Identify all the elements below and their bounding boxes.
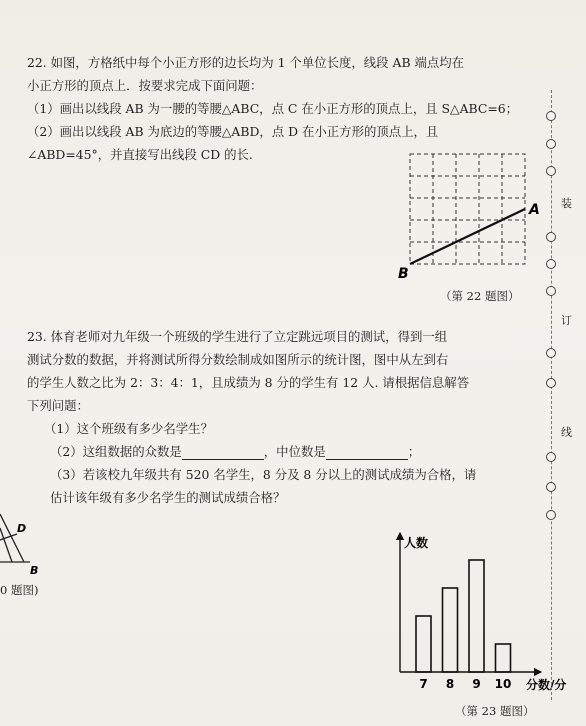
q23-part3-line1: （3）若该校九年级共有 520 名学生，8 分及 8 分以上的测试成绩为合格，请 bbox=[50, 467, 477, 482]
q23-part1: （1）这个班级有多少名学生？ bbox=[44, 421, 213, 436]
q23-intro-line2: 测试分数的数据，并将测试所得分数绘制成如图所示的统计图，图中从左到右 bbox=[27, 352, 449, 367]
segment-ab bbox=[410, 209, 525, 264]
left-fragment-figure bbox=[0, 508, 45, 578]
q22-part2-line1: （2）画出以线段 AB 为底边的等腰△ABD，点 D 在小正方形的顶点上，且 bbox=[27, 124, 439, 139]
q23-intro-line4: 下列问题： bbox=[27, 398, 89, 413]
binding-char-ding: 订 bbox=[561, 314, 572, 327]
binding-hole bbox=[546, 232, 556, 242]
q23-bar-chart bbox=[388, 530, 578, 695]
q23-part2-c: ； bbox=[407, 444, 421, 459]
x-tick-label-9: 9 bbox=[472, 677, 481, 691]
mode-answer-blank[interactable] bbox=[182, 447, 264, 460]
q22-grid-lines bbox=[410, 154, 525, 264]
q22-intro-line1: 22. 如图，方格纸中每个小正方形的边长均为 1 个单位长度，线段 AB 端点均在 bbox=[27, 55, 465, 70]
q22-part1: （1）画出以线段 AB 为一腰的等腰△ABC，点 C 在小正方形的顶点上，且 S△ABC=6； bbox=[27, 101, 518, 116]
q23-intro-line1: 23. 体育老师对九年级一个班级的学生进行了立定跳远项目的测试，得到一组 bbox=[27, 329, 448, 344]
x-tick-label-7: 7 bbox=[419, 677, 428, 691]
binding-hole bbox=[546, 111, 556, 121]
binding-hole bbox=[546, 286, 556, 296]
y-axis-title: 人数 bbox=[404, 536, 429, 550]
q22-grid-figure bbox=[395, 148, 555, 283]
binding-line bbox=[551, 90, 552, 700]
median-answer-blank[interactable] bbox=[326, 447, 408, 460]
q23-part3-line2: 估计该年级有多少名学生的测试成绩合格？ bbox=[50, 490, 286, 505]
binding-hole bbox=[546, 452, 556, 462]
q23-intro-line3: 的学生人数之比为 2：3：4：1，且成绩为 8 分的学生有 12 人. 请根据信息解答 bbox=[27, 375, 470, 390]
bar-8 bbox=[443, 588, 458, 672]
binding-hole bbox=[546, 259, 556, 269]
point-a-label: A bbox=[529, 202, 540, 218]
binding-hole bbox=[546, 139, 556, 149]
x-tick-label-8: 8 bbox=[445, 677, 455, 691]
q23-part2-b: ，中位数是 bbox=[263, 444, 326, 459]
x-tick-label-10: 10 bbox=[494, 677, 512, 691]
point-b-label: B bbox=[398, 266, 409, 282]
bar-10 bbox=[496, 644, 511, 672]
q23-part2-a: （2）这组数据的众数是 bbox=[50, 444, 182, 459]
fragment-b-label: B bbox=[30, 564, 39, 577]
binding-hole bbox=[546, 510, 556, 520]
fragment-d-label: D bbox=[17, 522, 27, 535]
bar-7 bbox=[416, 616, 431, 672]
binding-char-xian: 线 bbox=[561, 426, 572, 439]
binding-hole bbox=[546, 348, 556, 358]
binding-hole bbox=[546, 482, 556, 492]
bar-9 bbox=[469, 560, 484, 672]
q23-part2 bbox=[50, 444, 420, 460]
x-axis-title: 分数/分 bbox=[526, 678, 567, 692]
q22-intro-line2: 小正方形的顶点上．按要求完成下面问题： bbox=[27, 78, 263, 93]
q22-caption: （第 22 题图） bbox=[440, 289, 520, 303]
binding-hole bbox=[546, 166, 556, 176]
q22-part2-line2: ∠ABD=45°，并直接写出线段 CD 的长. bbox=[27, 147, 253, 162]
q23-caption: （第 23 题图） bbox=[455, 704, 535, 718]
left-fragment-caption: 0 题图) bbox=[0, 583, 39, 597]
binding-char-zhuang: 装 bbox=[561, 197, 572, 210]
binding-hole bbox=[546, 378, 556, 388]
